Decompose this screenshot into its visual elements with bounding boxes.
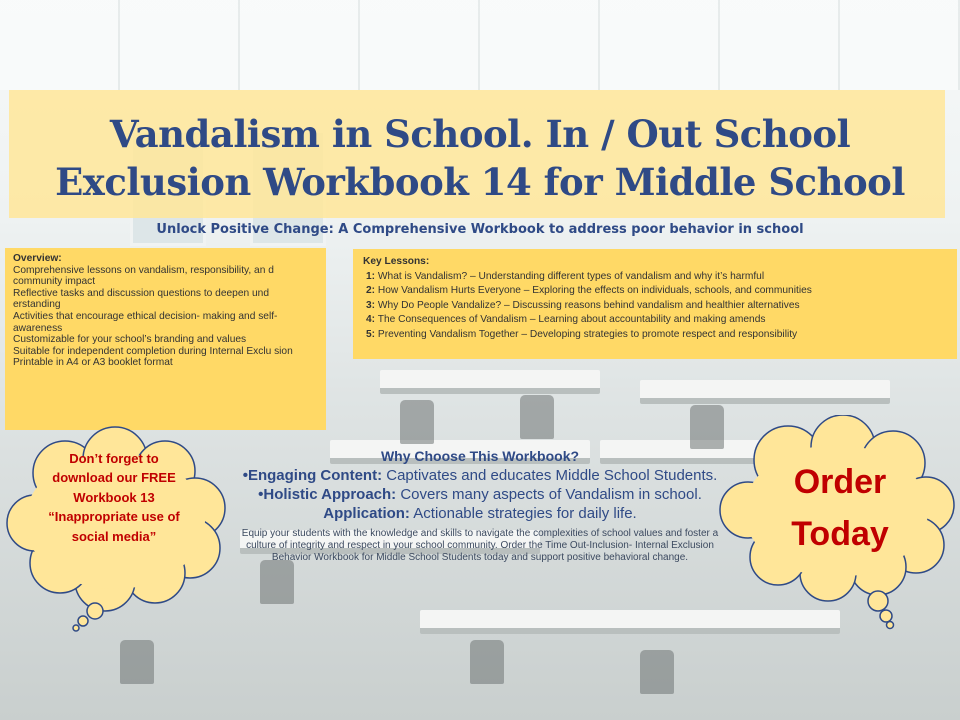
why-point-text: Captivates and educates Middle School Students. — [382, 467, 718, 484]
why-point — [230, 466, 730, 485]
overview-item: Activities that encourage ethical decision- making and self-awareness — [13, 310, 278, 334]
lesson-item — [363, 299, 947, 314]
why-point-label: •Holistic Approach: — [258, 486, 397, 503]
overview-item: Printable in A4 or A3 booklet format — [13, 357, 173, 369]
why-point — [230, 485, 730, 504]
why-point — [230, 504, 730, 523]
why-choose-section — [230, 448, 730, 565]
lesson-number: 5: — [366, 328, 376, 340]
lesson-number: 1: — [366, 270, 376, 282]
overview-heading: Overview: — [13, 253, 62, 264]
lesson-number: 3: — [366, 299, 376, 311]
chair — [640, 650, 674, 694]
why-paragraph: Equip your students with the knowledge and skills to navigate the complexities of school values and foster a culture of integrity and respect in your school community. Order the Time Out-Inclusion- Internal Exclusion Behavior Workbook for Middle School Students today and support positive behavioral change. — [241, 528, 719, 564]
lesson-text: Preventing Vandalism Together – Developing strategies to promote respect and responsibility — [377, 328, 798, 340]
lessons-heading: Key Lessons: — [363, 256, 430, 267]
why-point-text: Actionable strategies for daily life. — [409, 505, 637, 522]
overview-item: Comprehensive lessons on vandalism, responsibility, an d community impact — [13, 264, 274, 288]
why-point-label: Application: — [323, 505, 410, 522]
overview-item: Suitable for independent completion during Internal Exclu sion — [13, 345, 293, 357]
chair — [400, 400, 434, 444]
lesson-item — [363, 270, 947, 285]
lesson-item — [363, 313, 947, 328]
today-line: Today — [791, 515, 889, 553]
chair — [470, 640, 504, 684]
subtitle: Unlock Positive Change: A Comprehensive Workbook to address poor behavior in school — [156, 222, 804, 237]
lesson-text: Why Do People Vandalize? – Discussing reasons behind vandalism and healthier alternatives — [377, 299, 800, 311]
chair — [260, 560, 294, 604]
overview-panel — [5, 248, 326, 430]
order-today-text[interactable] — [745, 456, 935, 560]
chair — [520, 395, 554, 439]
lesson-item — [363, 284, 947, 299]
lesson-text: What is Vandalism? – Understanding different types of vandalism and why it’s harmful — [377, 270, 765, 282]
lesson-item — [363, 328, 947, 343]
order-line: Order — [793, 463, 887, 501]
overview-item: Reflective tasks and discussion questions to deepen und erstanding — [13, 287, 269, 311]
chair — [120, 640, 154, 684]
ceiling-tiles — [0, 0, 960, 90]
why-point-label: •Engaging Content: — [242, 467, 383, 484]
desk — [380, 370, 600, 394]
overview-item: Customizable for your school’s branding and values — [13, 334, 247, 346]
lesson-number: 2: — [366, 285, 376, 297]
page-title — [0, 110, 960, 206]
lesson-text: How Vandalism Hurts Everyone – Exploring the effects on individuals, schools, and communities — [377, 285, 812, 297]
why-point-text: Covers many aspects of Vandalism in school. — [396, 486, 702, 503]
desk — [640, 380, 890, 404]
key-lessons-panel — [353, 249, 957, 359]
title-line-1: Vandalism in School. In / Out School — [109, 112, 851, 156]
free-workbook-text[interactable]: Don’t forget to download our FREE Workbook 13 “Inappropriate use of social media” — [48, 451, 180, 544]
lesson-text: The Consequences of Vandalism – Learning about accountability and making amends — [377, 314, 766, 326]
lesson-number: 4: — [366, 314, 376, 326]
why-heading: Why Choose This Workbook? — [380, 448, 580, 464]
title-line-2: Exclusion Workbook 14 for Middle School — [55, 160, 905, 204]
